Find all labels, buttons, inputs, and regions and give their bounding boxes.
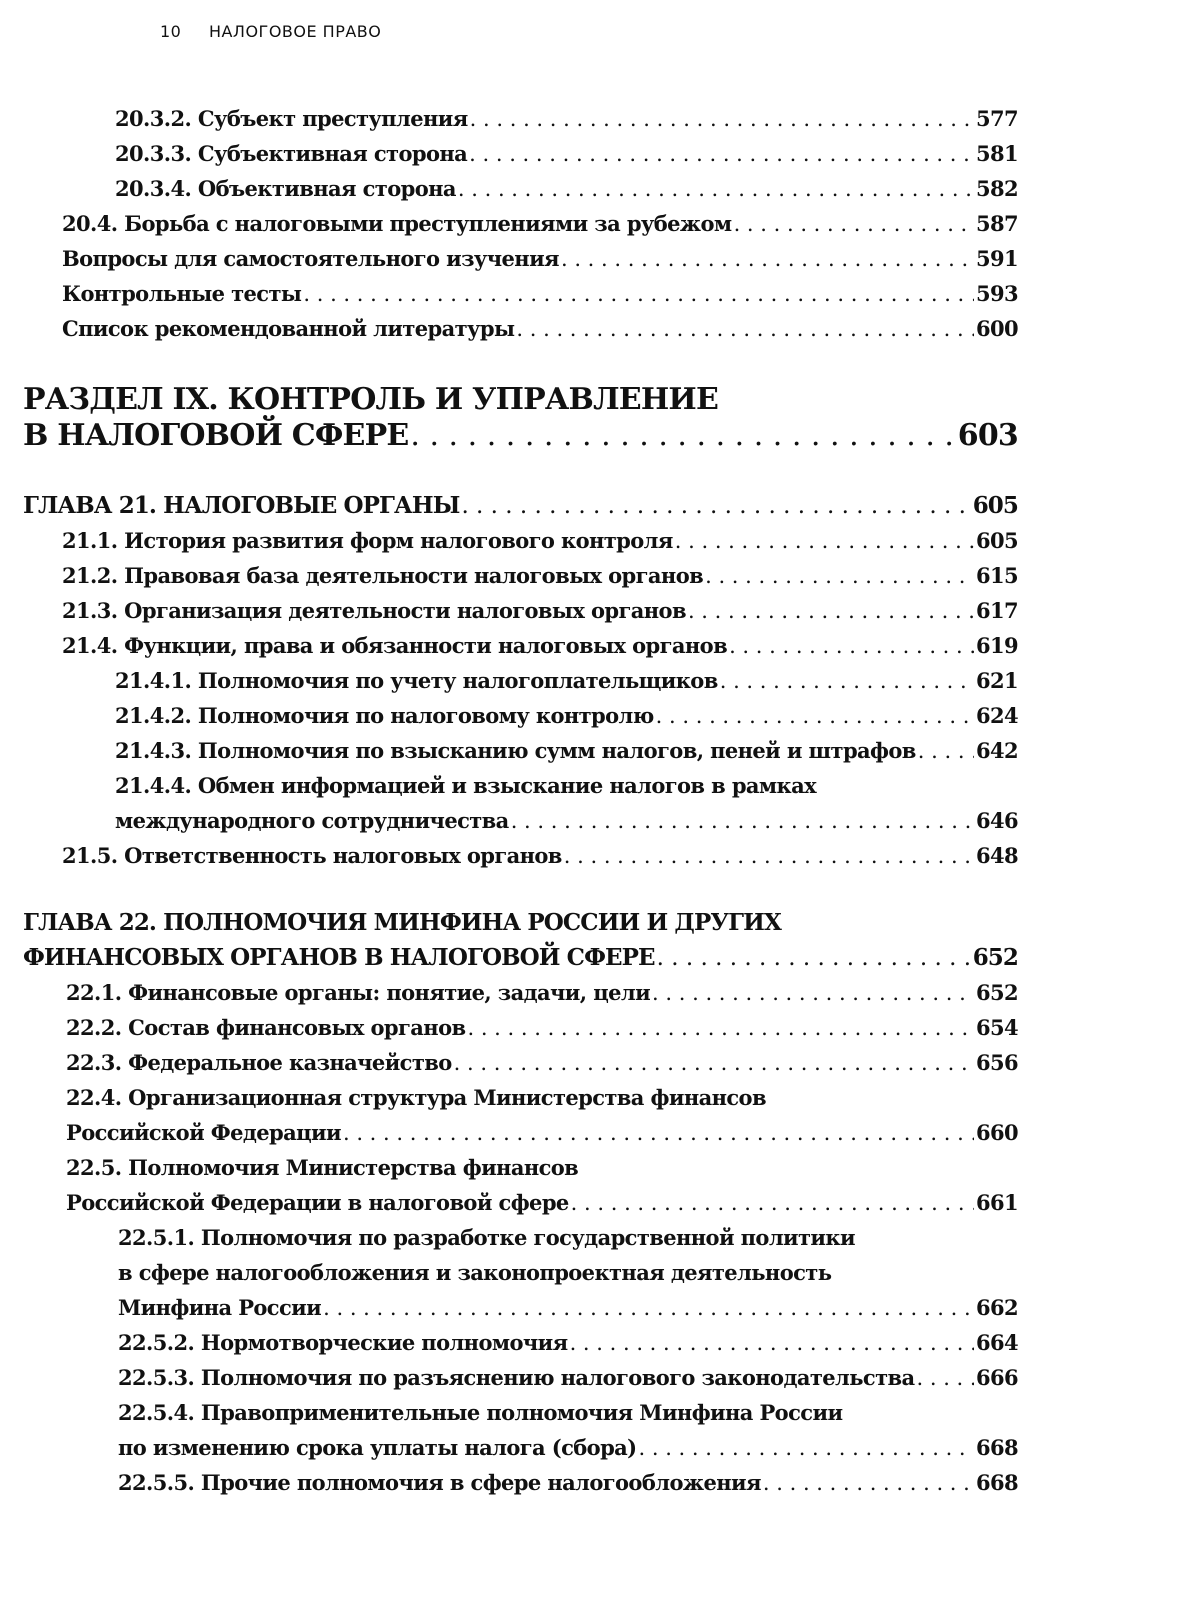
dot-leader <box>467 1011 973 1046</box>
toc-entry-title: 22.4. Организационная структура Министерства финансов <box>66 1085 766 1110</box>
toc-entry-title: 22.5.2. Нормотворческие полномочия <box>118 1330 568 1355</box>
toc-entry-page: 668 <box>975 1435 1018 1460</box>
toc-entry-title: Российской Федерации в налоговой сфере <box>66 1190 569 1215</box>
dot-leader <box>570 1326 974 1361</box>
toc-entry-title: в сфере налогообложения и законопроектная деятельность <box>118 1260 832 1285</box>
toc-entry-page: 591 <box>975 246 1018 271</box>
toc-entry-line-2[interactable] <box>0 1185 1203 1220</box>
toc-entry-page: 664 <box>975 1330 1018 1355</box>
toc-entry-line-2[interactable] <box>0 1115 1203 1150</box>
toc-entry-page: 617 <box>975 598 1018 623</box>
toc-entry[interactable] <box>0 523 1203 558</box>
toc-entry-title: Российской Федерации <box>66 1120 341 1145</box>
toc-entry[interactable] <box>0 1360 1203 1395</box>
toc-entry-title: 22.5.1. Полномочия по разработке государственной политики <box>118 1225 855 1250</box>
toc-entry[interactable] <box>0 276 1203 311</box>
toc-entry-page: 648 <box>975 843 1018 868</box>
toc-entry-line-2[interactable] <box>0 1430 1203 1465</box>
toc-entry-title: Список рекомендованной литературы <box>62 316 515 341</box>
toc-entry-title: 20.3.3. Субъективная сторона <box>115 141 468 166</box>
toc-entry-title: 22.5.4. Правоприменительные полномочия Минфина России <box>118 1400 843 1425</box>
toc-entry-page: 662 <box>975 1295 1018 1320</box>
toc-entry-title: Вопросы для самостоятельного изучения <box>62 246 559 271</box>
toc-entry-title: 21.2. Правовая база деятельности налоговых органов <box>62 563 704 588</box>
section-heading-title: В НАЛОГОВОЙ СФЕРЕ <box>23 418 409 453</box>
toc-entry[interactable] <box>0 838 1203 873</box>
toc-entry-line-1[interactable] <box>0 1220 1203 1255</box>
toc-entry[interactable] <box>0 975 1203 1010</box>
toc-entry-page: 603 <box>957 418 1018 453</box>
toc-entry-title: 20.3.4. Объективная сторона <box>115 176 456 201</box>
toc-entry-line-2[interactable] <box>0 1255 1203 1290</box>
dot-leader <box>511 804 974 839</box>
toc-entry-title: 22.5.3. Полномочия по разъяснению налогового законодательства <box>118 1365 915 1390</box>
dot-leader <box>688 594 974 629</box>
chapter-heading-line-1[interactable] <box>0 905 1203 940</box>
toc-entry-page: 577 <box>975 106 1018 131</box>
toc-entry-line-1[interactable] <box>0 1080 1203 1115</box>
dot-leader <box>561 242 974 277</box>
toc-entry-page: 587 <box>975 211 1018 236</box>
toc-entry[interactable] <box>0 698 1203 733</box>
toc-entry-title: 21.4.4. Обмен информацией и взыскание налогов в рамках <box>115 773 817 798</box>
chapter-heading-title: ГЛАВА 22. ПОЛНОМОЧИЯ МИНФИНА РОССИИ И ДРУГИХ <box>23 909 781 936</box>
dot-leader <box>458 172 974 207</box>
toc-entry-title: 20.4. Борьба с налоговыми преступлениями за рубежом <box>62 211 732 236</box>
toc-entry-page: 666 <box>975 1365 1018 1390</box>
toc-entry-page: 652 <box>972 944 1018 971</box>
dot-leader <box>729 629 974 664</box>
dot-leader <box>705 559 974 594</box>
toc-entry[interactable] <box>0 101 1203 136</box>
toc-entry-title: 21.4. Функции, права и обязанности налоговых органов <box>62 633 728 658</box>
toc-entry[interactable] <box>0 241 1203 276</box>
toc-entry-page: 652 <box>975 980 1018 1005</box>
dot-leader <box>734 207 974 242</box>
toc-entry-page: 593 <box>975 281 1018 306</box>
toc-entry-page: 642 <box>975 738 1018 763</box>
toc-entry-line-1[interactable] <box>0 768 1203 803</box>
toc-entry[interactable] <box>0 311 1203 346</box>
toc-entry-page: 621 <box>975 668 1018 693</box>
dot-leader <box>470 102 974 137</box>
dot-leader <box>720 664 974 699</box>
toc-entry-title: 22.2. Состав финансовых органов <box>66 1015 466 1040</box>
toc-entry[interactable] <box>0 733 1203 768</box>
dot-leader <box>639 1431 974 1466</box>
toc-entry-title: 22.5. Полномочия Министерства финансов <box>66 1155 579 1180</box>
toc-entry[interactable] <box>0 1010 1203 1045</box>
table-of-contents <box>0 101 1203 1500</box>
chapter-heading-line-2[interactable] <box>0 940 1203 975</box>
dot-leader <box>343 1116 974 1151</box>
dot-leader <box>516 312 974 347</box>
toc-entry[interactable] <box>0 558 1203 593</box>
toc-entry-line-3[interactable] <box>0 1290 1203 1325</box>
dot-leader <box>410 418 955 454</box>
chapter-heading-title: ФИНАНСОВЫХ ОРГАНОВ В НАЛОГОВОЙ СФЕРЕ <box>23 944 655 971</box>
toc-entry[interactable] <box>0 1465 1203 1500</box>
toc-entry-title: 21.4.3. Полномочия по взысканию сумм налогов, пеней и штрафов <box>115 738 916 763</box>
toc-entry-page: 656 <box>975 1050 1018 1075</box>
dot-leader <box>564 839 974 874</box>
chapter-heading[interactable] <box>0 488 1203 523</box>
dot-leader <box>675 524 974 559</box>
toc-entry[interactable] <box>0 593 1203 628</box>
dot-leader <box>323 1291 974 1326</box>
running-title: НАЛОГОВОЕ ПРАВО <box>208 22 382 41</box>
toc-entry-page: 582 <box>975 176 1018 201</box>
toc-entry-page: 615 <box>975 563 1018 588</box>
dot-leader <box>652 976 974 1011</box>
toc-entry[interactable] <box>0 628 1203 663</box>
dot-leader <box>656 699 974 734</box>
toc-entry-title: 20.3.2. Субъект преступления <box>115 106 468 131</box>
toc-entry-page: 646 <box>975 808 1018 833</box>
toc-entry-title: Контрольные тесты <box>62 281 302 306</box>
toc-entry-page: 654 <box>975 1015 1018 1040</box>
toc-entry-title: 21.5. Ответственность налоговых органов <box>62 843 562 868</box>
toc-entry-title: 21.3. Организация деятельности налоговых органов <box>62 598 686 623</box>
toc-entry[interactable] <box>0 1325 1203 1360</box>
dot-leader <box>571 1186 974 1221</box>
toc-entry-title: по изменению срока уплаты налога (сбора) <box>118 1435 637 1460</box>
page-number: 10 <box>160 22 182 41</box>
dot-leader <box>303 277 974 312</box>
toc-entry-line-1[interactable] <box>0 1150 1203 1185</box>
toc-entry[interactable] <box>0 1045 1203 1080</box>
section-heading-title: РАЗДЕЛ IX. КОНТРОЛЬ И УПРАВЛЕНИЕ <box>23 382 719 417</box>
dot-leader <box>454 1046 974 1081</box>
toc-entry-title: 22.3. Федеральное казначейство <box>66 1050 452 1075</box>
chapter-heading-title: ГЛАВА 21. НАЛОГОВЫЕ ОРГАНЫ <box>23 492 460 519</box>
toc-entry[interactable] <box>0 171 1203 206</box>
toc-entry-line-2[interactable] <box>0 803 1203 838</box>
toc-entry-page: 581 <box>975 141 1018 166</box>
section-heading-line-1[interactable] <box>0 382 1203 418</box>
toc-entry[interactable] <box>0 206 1203 241</box>
toc-entry-page: 624 <box>975 703 1018 728</box>
toc-entry[interactable] <box>0 136 1203 171</box>
running-header <box>160 22 381 41</box>
toc-entry-page: 661 <box>975 1190 1018 1215</box>
toc-entry-page: 605 <box>975 528 1018 553</box>
dot-leader <box>763 1466 974 1501</box>
toc-entry-line-1[interactable] <box>0 1395 1203 1430</box>
toc-entry-page: 660 <box>975 1120 1018 1145</box>
dot-leader <box>917 1361 974 1396</box>
toc-entry-title: 21.4.2. Полномочия по налоговому контролю <box>115 703 654 728</box>
toc-entry[interactable] <box>0 663 1203 698</box>
toc-entry-title: международного сотрудничества <box>115 808 509 833</box>
dot-leader <box>657 941 971 976</box>
toc-entry-title: 22.1. Финансовые органы: понятие, задачи, цели <box>66 980 651 1005</box>
toc-entry-page: 619 <box>975 633 1018 658</box>
dot-leader <box>461 489 970 524</box>
dot-leader <box>918 734 974 769</box>
toc-entry-title: 22.5.5. Прочие полномочия в сфере налогообложения <box>118 1470 761 1495</box>
toc-entry-page: 605 <box>972 492 1018 519</box>
toc-entry-title: Минфина России <box>118 1295 322 1320</box>
toc-entry-page: 668 <box>975 1470 1018 1495</box>
toc-entry-page: 600 <box>975 316 1018 341</box>
section-heading-line-2[interactable] <box>0 418 1203 454</box>
toc-entry-title: 21.4.1. Полномочия по учету налогоплательщиков <box>115 668 718 693</box>
dot-leader <box>469 137 974 172</box>
toc-entry-title: 21.1. История развития форм налогового контроля <box>62 528 673 553</box>
